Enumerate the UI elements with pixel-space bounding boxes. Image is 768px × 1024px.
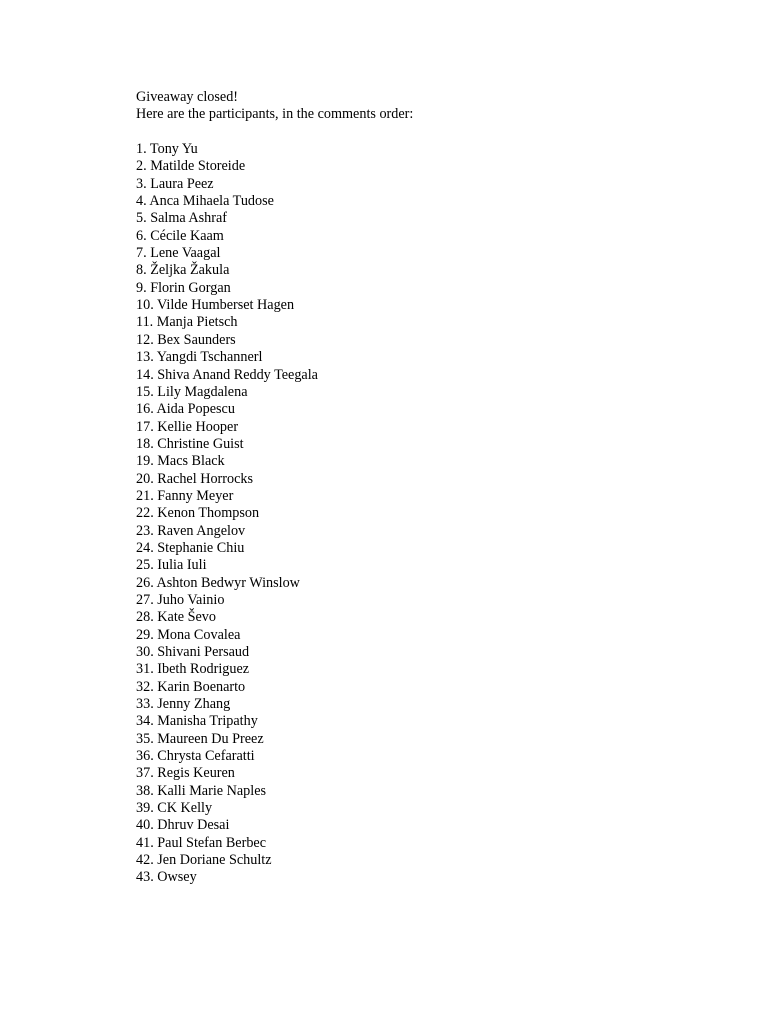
blank-line <box>136 124 696 141</box>
participant-item: 3. Laura Peez <box>136 175 214 192</box>
participant-item: 28. Kate Ševo <box>136 609 216 626</box>
participant-item: 42. Jen Doriane Schultz <box>136 852 272 869</box>
participant-item: 32. Karin Boenarto <box>136 678 246 695</box>
participant-item: 2. Matilde Storeide <box>136 158 246 175</box>
participant-item: 24. Stephanie Chiu <box>136 539 245 556</box>
participant-item: 39. CK Kelly <box>136 800 213 817</box>
participant-item: 33. Jenny Zhang <box>136 696 231 713</box>
participant-item: 36. Chrysta Cefaratti <box>136 748 255 765</box>
participant-item: 17. Kellie Hooper <box>136 418 239 435</box>
participant-item: 26. Ashton Bedwyr Winslow <box>136 574 300 591</box>
participant-item: 40. Dhruv Desai <box>136 817 230 834</box>
participant-item: 34. Manisha Tripathy <box>136 713 258 730</box>
participant-item: 20. Rachel Horrocks <box>136 470 254 487</box>
participant-item: 13. Yangdi Tschannerl <box>136 349 263 366</box>
participant-item: 7. Lene Vaagal <box>136 245 221 262</box>
participant-item: 38. Kalli Marie Naples <box>136 782 267 799</box>
participant-item: 14. Shiva Anand Reddy Teegala <box>136 366 318 383</box>
participant-item: 1. Tony Yu <box>136 141 198 158</box>
participants-list <box>136 141 696 887</box>
participant-item: 19. Macs Black <box>136 453 225 470</box>
participant-item: 25. Iulia Iuli <box>136 557 207 574</box>
participant-item: 35. Maureen Du Preez <box>136 730 264 747</box>
participant-item: 12. Bex Saunders <box>136 331 236 348</box>
participant-item: 43. Owsey <box>136 869 197 886</box>
participant-item: 29. Mona Covalea <box>136 626 241 643</box>
participant-item: 18. Christine Guist <box>136 435 244 452</box>
participant-item: 21. Fanny Meyer <box>136 487 234 504</box>
participant-item: 41. Paul Stefan Berbec <box>136 834 267 851</box>
participant-item: 6. Cécile Kaam <box>136 227 224 244</box>
participant-item: 11. Manja Pietsch <box>136 314 238 331</box>
participants-intro: Here are the participants, in the comments order: <box>136 106 414 123</box>
participant-item: 15. Lily Magdalena <box>136 383 248 400</box>
participant-item: 4. Anca Mihaela Tudose <box>136 193 274 210</box>
participant-item: 37. Regis Keuren <box>136 765 235 782</box>
participant-item: 10. Vilde Humberset Hagen <box>136 297 295 314</box>
participant-item: 27. Juho Vainio <box>136 591 225 608</box>
participant-item: 31. Ibeth Rodriguez <box>136 661 250 678</box>
giveaway-heading: Giveaway closed! <box>136 89 239 105</box>
participant-item: 16. Aida Popescu <box>136 401 235 418</box>
participant-item: 22. Kenon Thompson <box>136 505 260 522</box>
participant-item: 8. Željka Žakula <box>136 262 230 279</box>
document-body <box>136 89 696 887</box>
participant-item: 23. Raven Angelov <box>136 522 246 539</box>
participant-item: 9. Florin Gorgan <box>136 279 231 296</box>
participant-item: 5. Salma Ashraf <box>136 210 228 227</box>
participant-item: 30. Shivani Persaud <box>136 644 250 660</box>
